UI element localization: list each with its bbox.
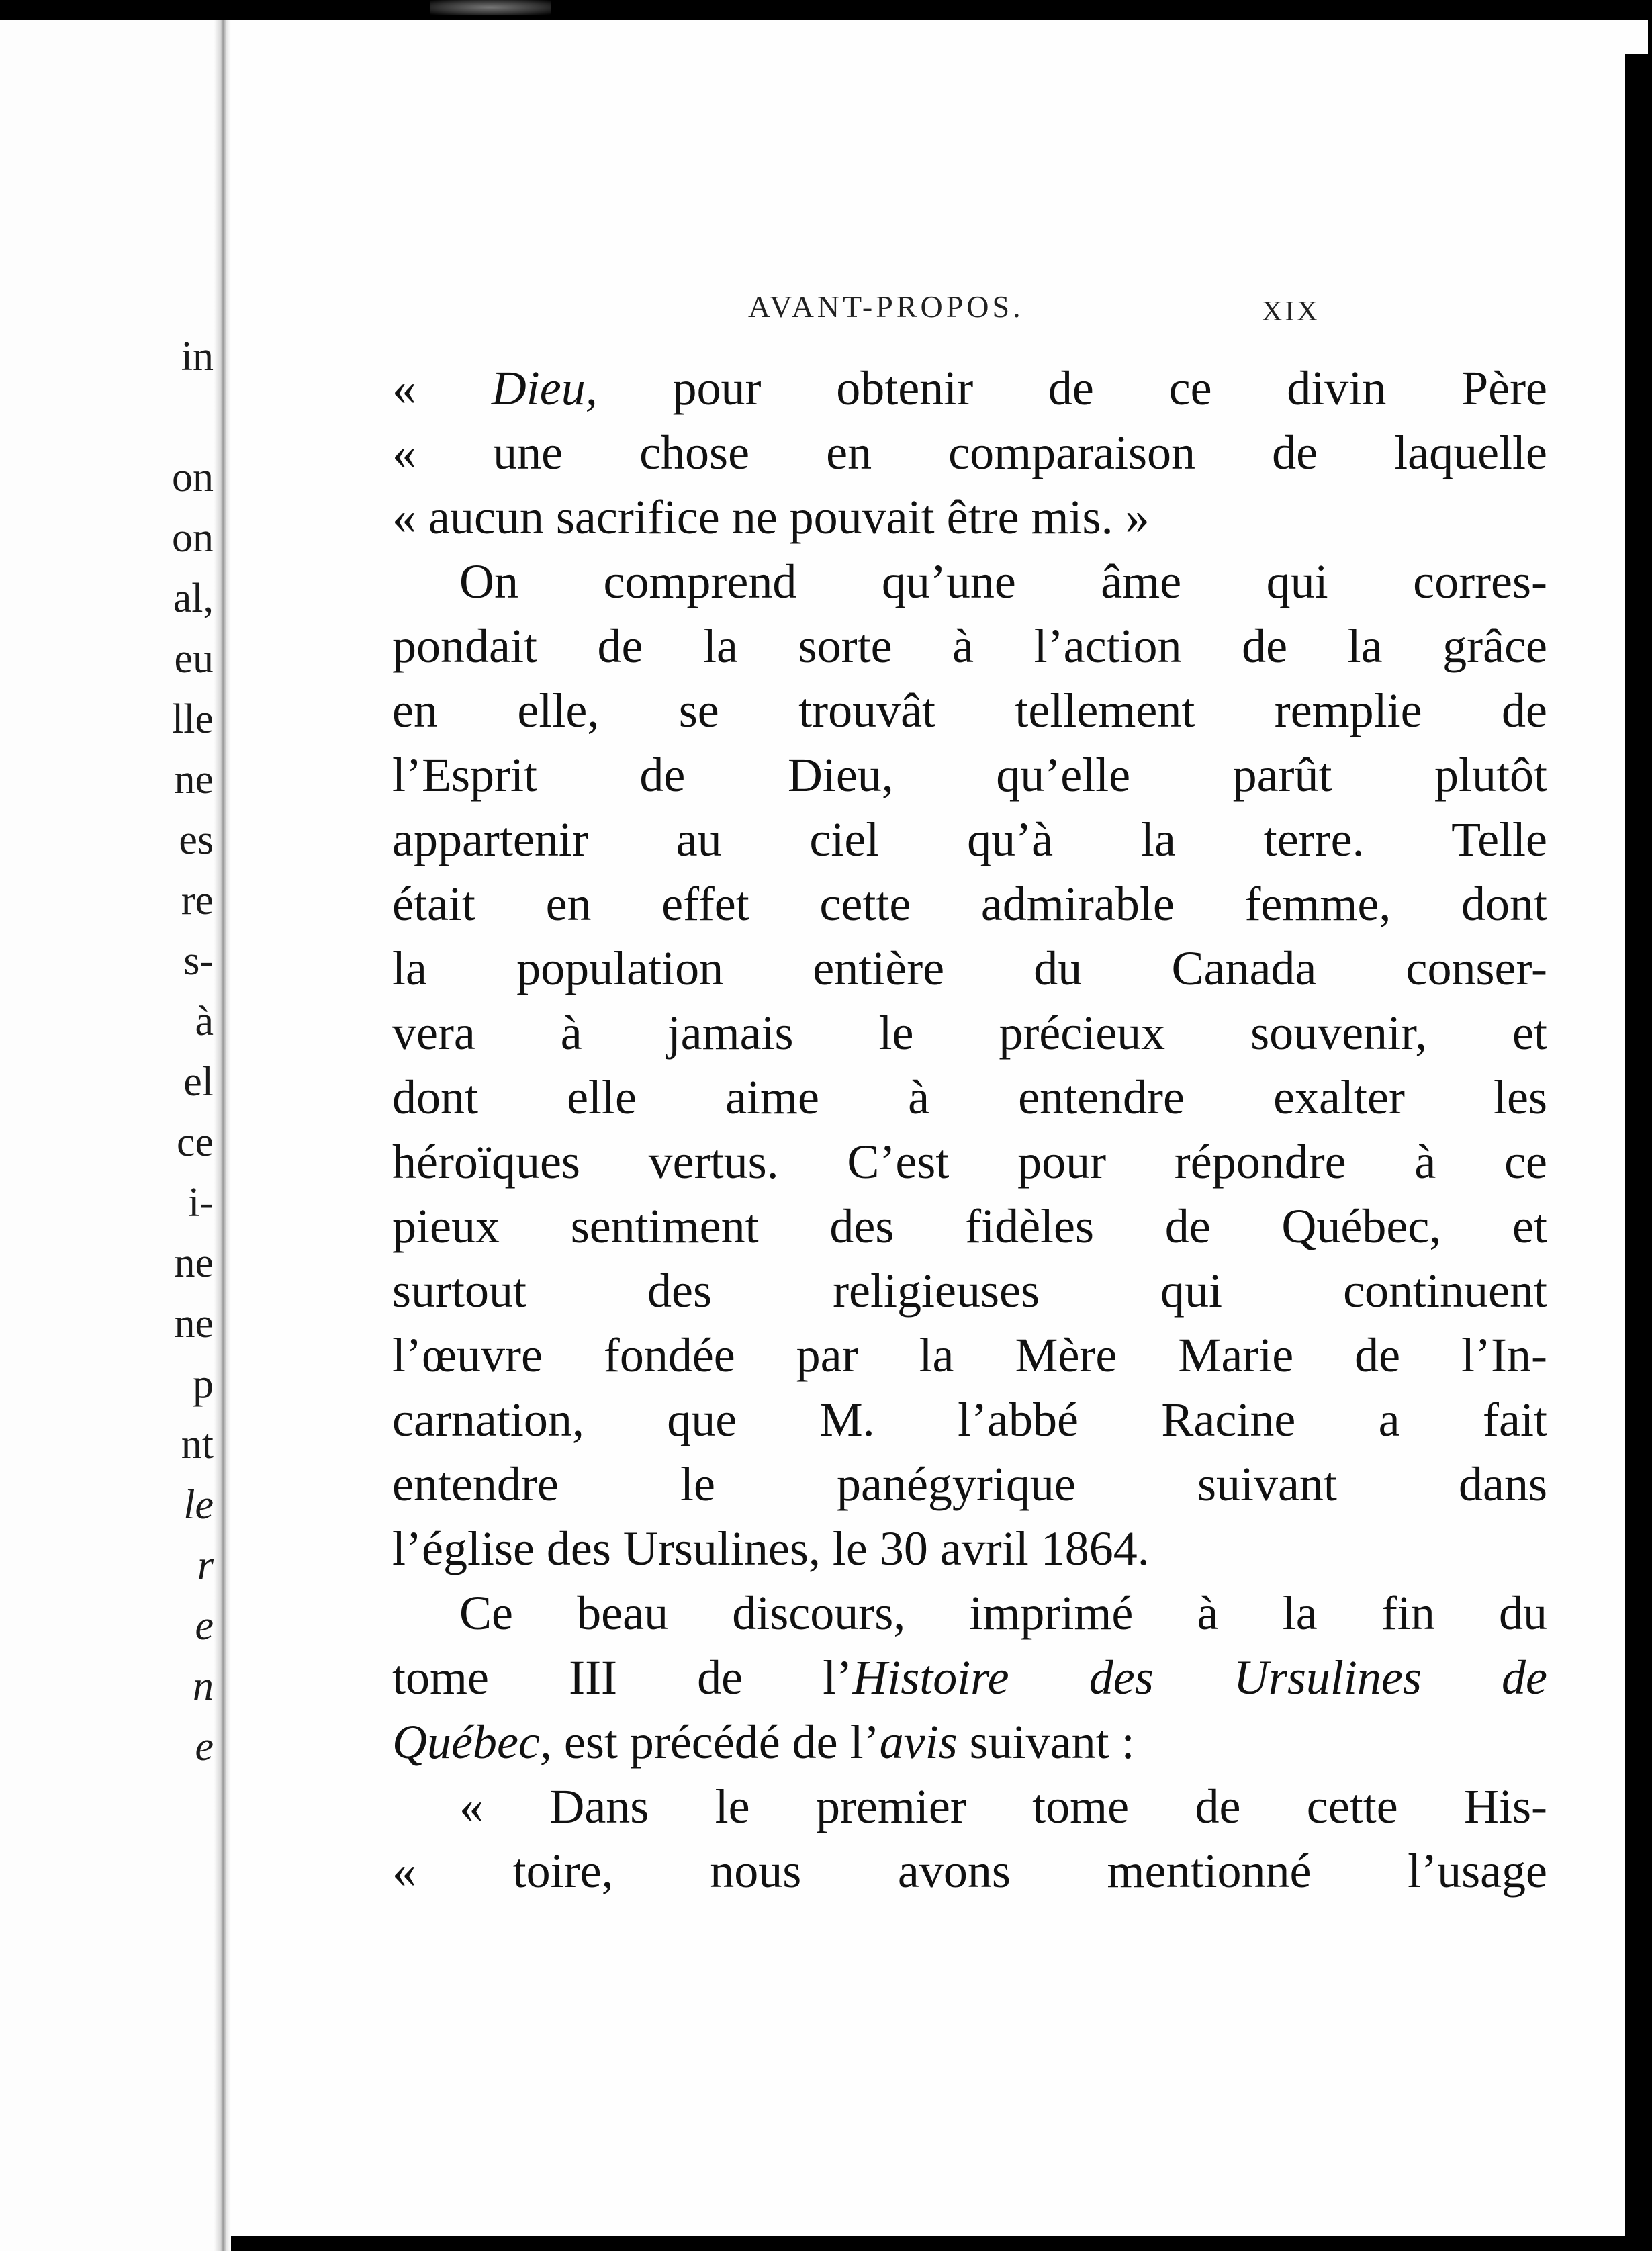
text-line [392,614,1547,678]
left-page-fragment: s- [183,938,214,984]
text-segment: héroïques vertus. C’est pour répondre à ce [392,1135,1547,1189]
left-page-fragment: r [197,1543,214,1588]
text-line [392,1323,1547,1387]
text-segment: carnation, que M. l’abbé Racine a fait [392,1393,1547,1446]
text-line [392,1194,1547,1258]
text-line [392,872,1547,936]
left-page-fragment: on [172,515,214,561]
previous-page-edge [0,20,228,2251]
body-text [392,356,1547,1903]
text-line [392,743,1547,807]
text-segment: dont elle aime à entendre exalter les [392,1070,1547,1124]
italic-segment: Dieu, [491,361,598,415]
left-page-fragment: eu [174,636,214,682]
text-segment: « [392,361,492,415]
text-segment: la population entière du Canada conser- [392,941,1547,995]
left-page-fragment: ce [176,1119,214,1165]
text-segment: l’église des Ursulines, le 30 avril 1864. [392,1522,1150,1575]
text-segment: « aucun sacrifice ne pouvait être mis. » [392,490,1150,544]
text-segment: l’Esprit de Dieu, qu’elle parût plutôt [392,748,1547,802]
text-segment: entendre le panégyrique suivant dans [392,1457,1547,1511]
text-segment: était en effet cette admirable femme, dont [392,877,1547,931]
left-page-fragment: on [172,455,214,500]
running-header [231,289,1648,329]
left-page-fragment: à [195,999,214,1044]
text-line [392,807,1547,872]
text-line [392,356,1547,420]
left-page-fragment: in [181,334,214,379]
left-page-fragment: p [193,1361,214,1407]
text-line [392,936,1547,1001]
italic-segment: Histoire des Ursulines de [852,1651,1547,1704]
text-segment: « toire, nous avons mentionné l’usage [392,1844,1547,1898]
left-page-fragment: e [195,1724,214,1770]
text-segment: « Dans le premier tome de cette His- [459,1780,1547,1833]
text-segment: pieux sentiment des fidèles de Québec, et [392,1199,1547,1253]
text-segment: l’œuvre fondée par la Mère Marie de l’In- [392,1328,1547,1382]
book-gutter [214,20,231,2251]
text-segment: est précédé de l’ [551,1715,880,1769]
text-line [392,1645,1547,1710]
text-line [392,1130,1547,1194]
left-page-fragment: re [181,878,214,923]
text-line [392,1387,1547,1452]
left-page-fragment: i- [188,1180,214,1226]
left-page-fragment: e [195,1603,214,1649]
text-line [392,1452,1547,1516]
text-line [392,485,1547,549]
text-segment: tome III de l’ [392,1651,853,1704]
text-segment: vera à jamais le précieux souvenir, et [392,1006,1547,1060]
page-number: XIX [1262,296,1320,327]
text-segment: appartenir au ciel qu’à la terre. Telle [392,813,1547,866]
text-segment: pour obtenir de ce divin Père [597,361,1548,415]
text-segment: On comprend qu’une âme qui corres- [459,555,1547,608]
left-page-fragment: el [183,1059,214,1105]
text-line [392,1710,1547,1774]
scan-stain [430,0,551,15]
italic-segment: Québec, [392,1715,552,1769]
text-line [392,1839,1547,1903]
text-line [392,1774,1547,1839]
italic-segment: avis [879,1715,958,1769]
text-line [392,1065,1547,1130]
text-segment: pondait de la sorte à l’action de la grâce [392,619,1547,673]
text-line [392,1516,1547,1581]
running-title: AVANT-PROPOS. [748,289,1024,324]
text-line [392,549,1547,614]
left-page-fragment: es [179,817,214,863]
text-line [392,1001,1547,1065]
page [231,20,1648,2236]
page-edge [1625,54,1652,2251]
text-segment: en elle, se trouvât tellement remplie de [392,684,1547,737]
left-page-fragment: al, [173,576,214,621]
text-line [392,1581,1547,1645]
left-page-fragment: ne [174,1301,214,1346]
left-page-fragment: ne [174,1240,214,1286]
text-line [392,420,1547,485]
text-segment: suivant : [957,1715,1135,1769]
text-segment: surtout des religieuses qui continuent [392,1264,1547,1318]
left-page-fragment: n [193,1663,214,1709]
left-page-fragment: nt [181,1422,214,1467]
text-segment: Ce beau discours, imprimé à la fin du [459,1586,1547,1640]
left-page-fragment: lle [172,696,214,742]
left-page-fragment: ne [174,757,214,802]
left-page-fragment: le [183,1482,214,1528]
text-line [392,1258,1547,1323]
text-segment: « une chose en comparaison de laquelle [392,426,1547,479]
text-line [392,678,1547,743]
